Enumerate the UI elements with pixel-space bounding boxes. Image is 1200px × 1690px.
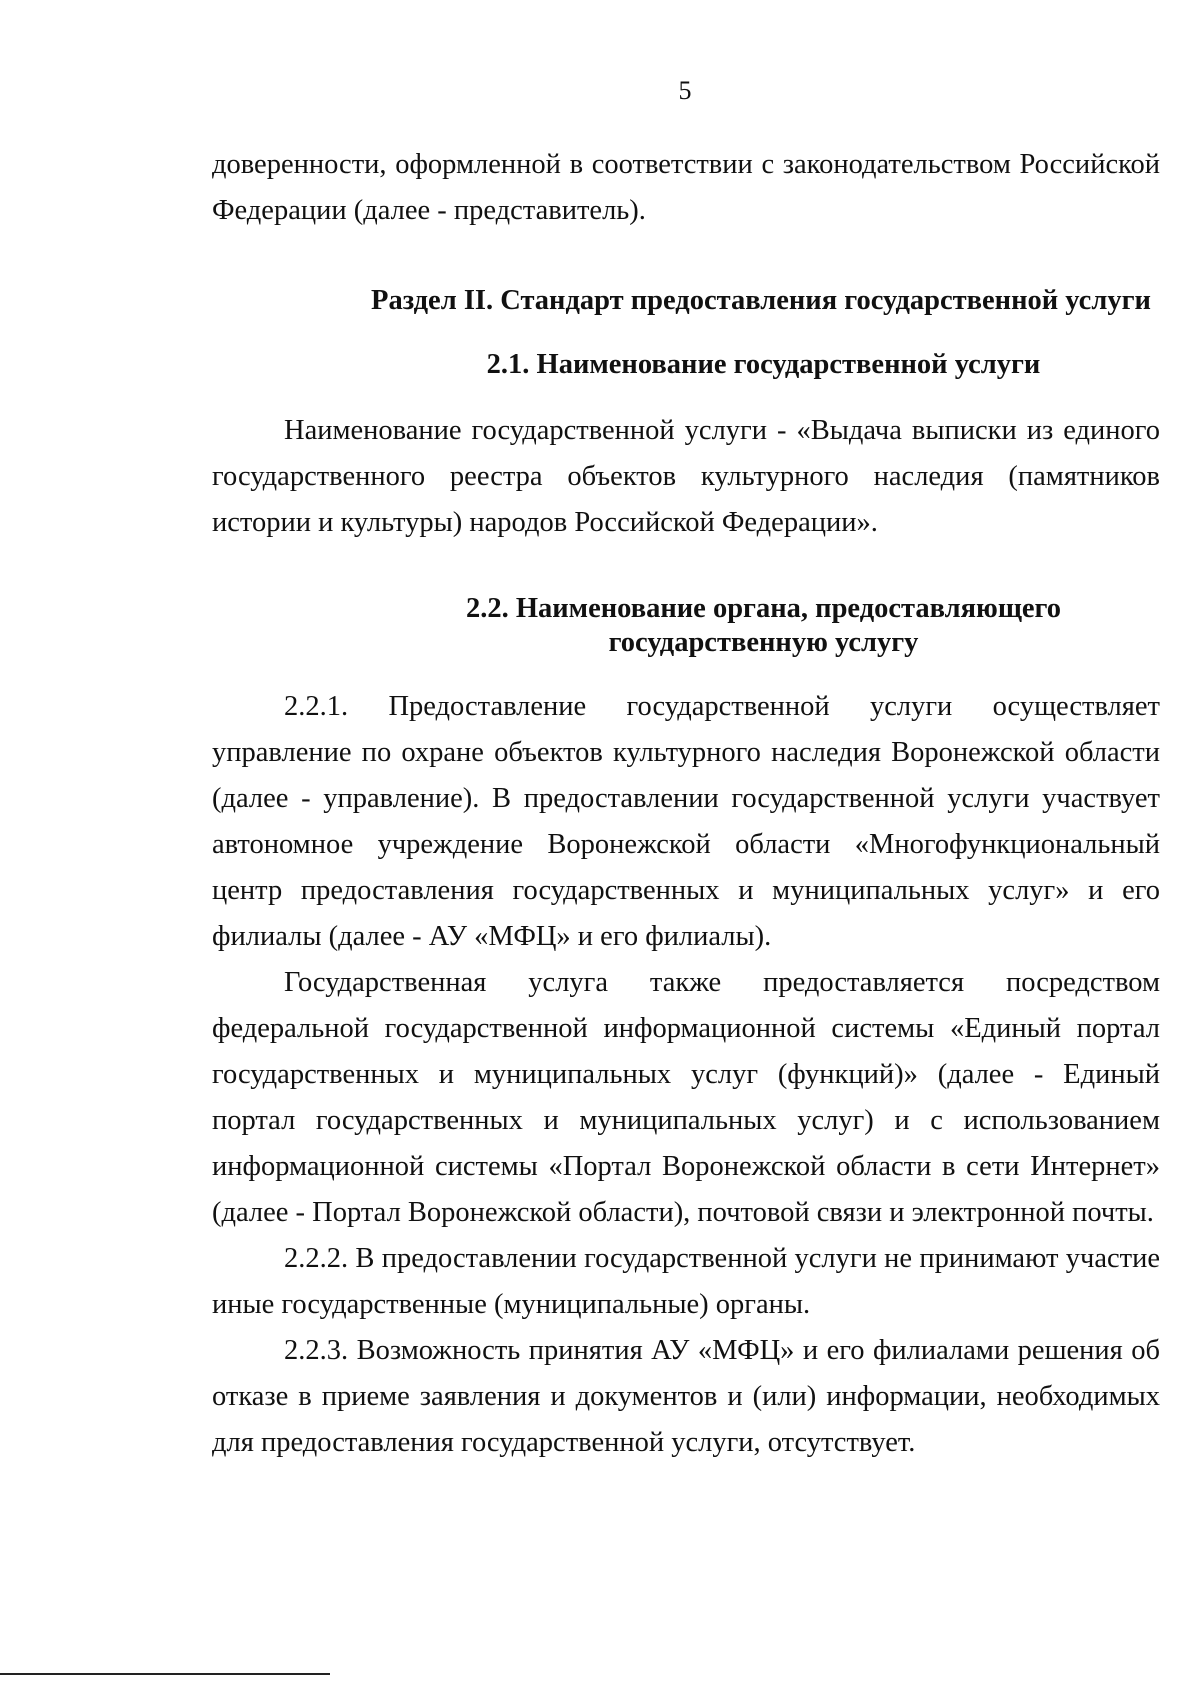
paragraph-service-name: Наименование государственной услуги - «Выдача выписки из единого государственного реестра объектов культурного наследия (памятников истории и культуры) народов Российской Федерации». — [212, 415, 1160, 538]
subsection-heading-2-2-line1: 2.2. Наименование органа, предоставляющего — [465, 593, 1062, 624]
subsection-heading-2-2-line2: государственную услугу — [608, 627, 919, 658]
paragraph-continuation: доверенности, оформленной в соответствии с законодательством Российской Федерации (далее - представитель). — [212, 149, 1160, 226]
subsection-heading-2-2 — [212, 592, 1160, 660]
paragraph-2-2-2: 2.2.2. В предоставлении государственной услуги не принимают участие иные государственные (муниципальные) органы. — [212, 1243, 1160, 1320]
spacer — [212, 234, 1160, 278]
page-number: 5 — [678, 76, 692, 105]
subsection-heading-2-1: 2.1. Наименование государственной услуги — [486, 349, 1041, 380]
paragraph-2-2-1: 2.2.1. Предоставление государственной услуги осуществляет управление по охране объектов культурного наследия Воронежской области (далее - управление). В предоставлении государственной услуги участвует автономное учреждение Воронежской области «Многофункциональный центр предоставления государственных и муниципальных услуг» и его филиалы (далее - АУ «МФЦ» и его филиалы). — [212, 691, 1160, 952]
footer-rule — [0, 1673, 330, 1675]
section-heading: Раздел II. Стандарт предоставления государственной услуги — [371, 285, 1151, 316]
paragraph-portal: Государственная услуга также предоставляется посредством федеральной государственной информационной системы «Единый портал государственных и муниципальных услуг (функций)» (далее - Единый портал государственных и муниципальных услуг) и с использованием информационной системы «Портал Воронежской области в сети Интернет» (далее - Портал Воронежской области), почтовой связи и электронной почты. — [212, 967, 1160, 1228]
spacer — [212, 546, 1160, 592]
paragraph-2-2-3: 2.2.3. Возможность принятия АУ «МФЦ» и его филиалами решения об отказе в приеме заявления и документов и (или) информации, необходимых для предоставления государственной услуги, отсутствует. — [212, 1335, 1160, 1458]
spacer — [212, 388, 1160, 408]
spacer — [212, 660, 1160, 684]
document-body — [212, 142, 1160, 1466]
spacer — [212, 324, 1160, 342]
